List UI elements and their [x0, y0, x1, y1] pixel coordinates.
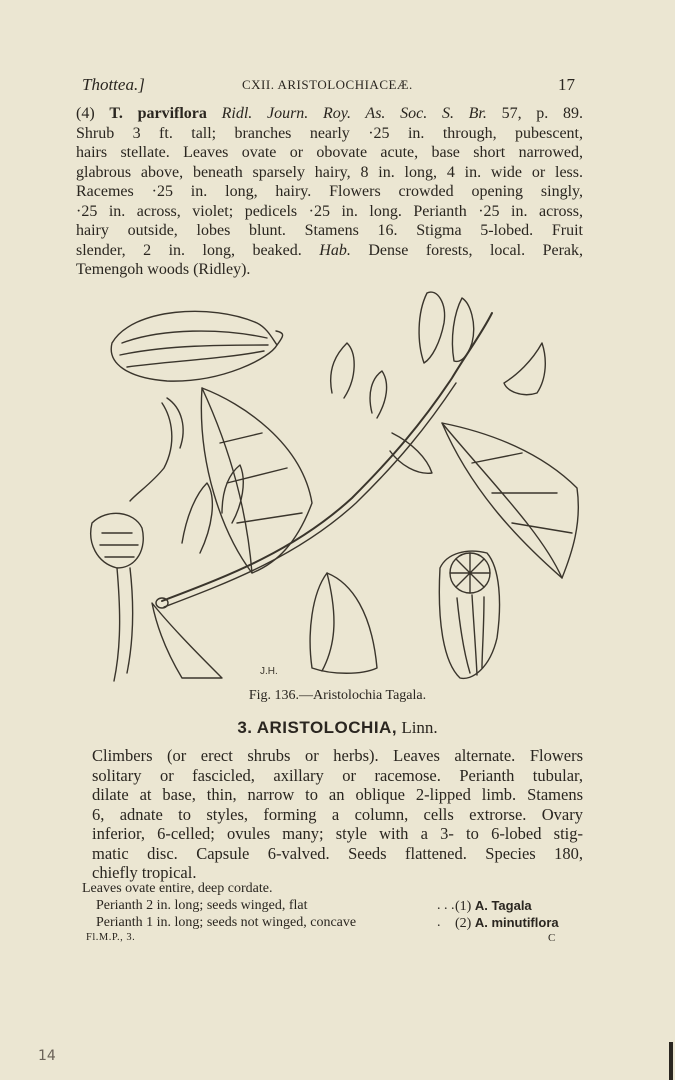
leaf-drawing: [152, 388, 578, 678]
genus-number: 3.: [237, 718, 253, 737]
key-item: Perianth 2 in. long; seeds winged, flat . . . (1) A. Tagala: [96, 898, 532, 914]
running-title: Thottea.]: [82, 75, 145, 94]
species-line: (4) T. parviflora Ridl. Journ. Roy. As. Soc. S. Br. 57, p. 89.: [76, 105, 584, 122]
species-name: T. parviflora: [109, 105, 207, 122]
stem-drawing: [162, 313, 492, 601]
printer-signature: Fl.M.P., 3.: [86, 932, 136, 943]
key-lead: Leaves ovate entire, deep cordate.: [82, 881, 273, 896]
running-header: [82, 75, 575, 97]
species-line: slender, 2 in. long, beaked. Hab. Dense forests, local. Perak,: [76, 241, 583, 259]
species-line: Shrub 3 ft. tall; branches nearly ·25 in. through, pubescent,: [76, 124, 583, 142]
genus-line: solitary or fascicled, axillary or racemose. Perianth tubular,: [92, 765, 583, 785]
capsule-drawing: [111, 311, 282, 381]
page-number: 17: [558, 75, 575, 94]
habitat-label: Hab.: [319, 241, 351, 259]
genus-line: dilate at base, thin, narrow to an oblique 2-lipped limb. Stamens: [92, 785, 583, 804]
citation: Ridl. Journ. Roy. As. Soc. S. Br.: [221, 105, 487, 122]
genus-line: inferior, 6-celled; ovules many; style with a 3- to 6-lobed stig-: [92, 824, 583, 843]
species-line: ·25 in. across, violet; pedicels ·25 in. long. Perianth ·25 in. across,: [76, 202, 583, 220]
species-entry-thottea-parviflora: [76, 104, 583, 280]
page-edge-mark: [669, 1042, 673, 1080]
handwritten-note: 14: [38, 1048, 56, 1064]
key-species-name: A. Tagala: [474, 898, 532, 913]
species-line: glabrous above, beneath sparsely hairy, 8 in. long, 4 in. wide or less.: [76, 163, 583, 181]
chapter-heading: CXII. ARISTOLOCHIACEÆ.: [242, 77, 413, 92]
genus-author: Linn.: [401, 718, 438, 737]
genus-line: 6, adnate to styles, forming a column, cells extrorse. Ovary: [92, 804, 583, 824]
capsule-section-drawing: [439, 551, 499, 678]
genus-description: [92, 746, 583, 883]
dissected-flower-drawing: [91, 398, 183, 681]
genus-name: ARISTOLOCHIA,: [256, 718, 398, 737]
genus-heading: [0, 718, 675, 738]
species-line: Temengoh woods (Ridley).: [76, 261, 251, 278]
species-line: hairy outside, lobes blunt. Stamens 16. Stigma 5-lobed. Fruit: [76, 222, 583, 239]
genus-line: Climbers (or erect shrubs or herbs). Leaves alternate. Flowers: [92, 746, 583, 765]
species-line: Racemes ·25 in. long, hairy. Flowers crowded opening singly,: [76, 183, 583, 200]
figure-caption: Fig. 136.—Aristolochia Tagala.: [248, 688, 427, 703]
genus-line: matic disc. Capsule 6-valved. Seeds flattened. Species 180,: [92, 843, 583, 863]
signature-letter: C: [548, 932, 556, 944]
species-key: [82, 880, 582, 931]
key-species-name: A. minutiflora: [474, 915, 559, 930]
genus-line: chiefly tropical.: [92, 863, 197, 882]
key-item: Perianth 1 in. long; seeds not winged, concave . (2) A. minutiflora: [96, 915, 559, 931]
flower-drawing: [182, 292, 545, 553]
species-line: hairs stellate. Leaves ovate or obovate acute, base short narrowed,: [76, 144, 583, 161]
artist-initials: J.H.: [260, 666, 278, 677]
botanical-illustration: [72, 283, 592, 683]
